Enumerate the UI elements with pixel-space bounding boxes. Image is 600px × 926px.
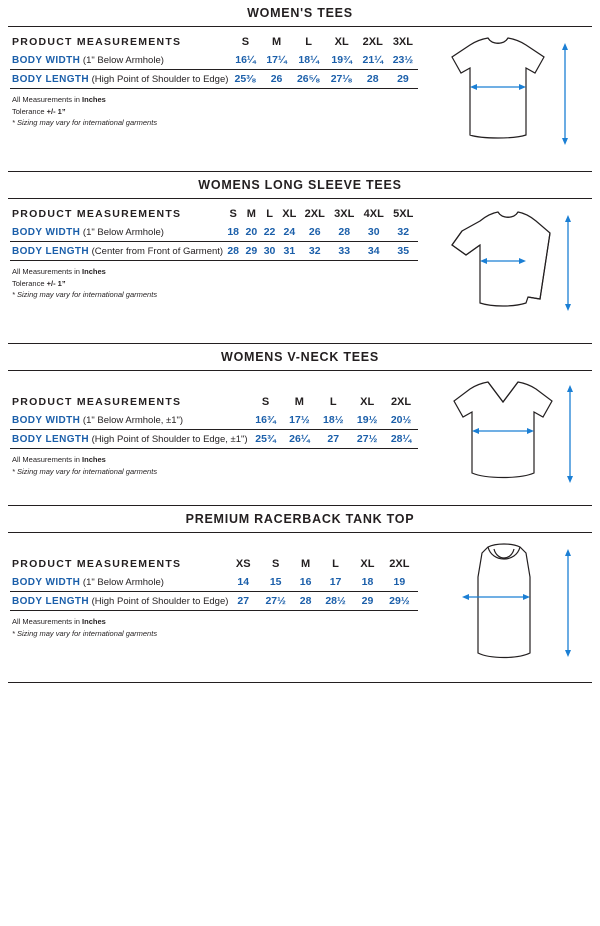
size-header-m: M (246, 208, 256, 220)
row-label-body-width (10, 573, 229, 592)
size-header-s: S (272, 558, 280, 570)
section-womens-long-sleeve-tees (0, 172, 600, 344)
cell-body-width-s: 15 (269, 576, 282, 588)
cell-body-width-m: 17½ (289, 414, 310, 426)
cell-body-width-m: 17¼ (266, 54, 287, 66)
size-table (10, 205, 418, 261)
garment-illustration-tee (418, 27, 600, 171)
cell-body-width-l: 22 (263, 226, 276, 238)
section-title: WOMENS V-NECK TEES (221, 350, 379, 364)
size-header-3xl: 3XL (334, 208, 355, 220)
cell-body-width-5xl: 32 (397, 226, 410, 238)
section-title: WOMEN'S TEES (247, 6, 353, 20)
row-note: (1" Below Armhole) (82, 55, 164, 66)
size-header-l: L (329, 396, 337, 408)
row-label-text: BODY WIDTH (12, 227, 81, 238)
cell-body-width-l: 17 (329, 576, 342, 588)
cell-body-width-s: 16¼ (235, 54, 256, 66)
cell-body-length-3xl: 29 (397, 73, 409, 85)
cell-body-length-4xl: 34 (367, 245, 380, 257)
tee-icon (418, 31, 596, 171)
cell-body-length-m: 28 (299, 595, 312, 607)
cell-body-width-m: 16 (299, 576, 312, 588)
cell-body-width-xl: 19¾ (331, 54, 352, 66)
garment-illustration-long-sleeve (418, 199, 600, 343)
footnote-international: * Sizing may vary for international garments (12, 628, 158, 638)
size-header-2xl: 2XL (390, 396, 412, 408)
row-label-text: BODY LENGTH (12, 246, 89, 257)
product-measurements-header: PRODUCT MEASUREMENTS (12, 208, 182, 220)
cell-body-width-l: 18½ (323, 414, 344, 426)
cell-body-length-l: 30 (263, 245, 276, 257)
size-header-4xl: 4XL (363, 208, 384, 220)
row-label-text: BODY LENGTH (12, 434, 89, 445)
size-header-s: S (229, 208, 237, 220)
cell-body-length-5xl: 35 (397, 245, 410, 257)
cell-body-width-xl: 18 (361, 576, 374, 588)
cell-body-length-m: 29 (245, 245, 258, 257)
garment-illustration-tank (418, 533, 600, 682)
cell-body-width-4xl: 30 (367, 226, 380, 238)
row-label-body-width (10, 223, 224, 242)
measurement-table-tank (0, 533, 418, 639)
section-title: WOMENS LONG SLEEVE TEES (198, 178, 402, 192)
cell-body-length-m: 26¼ (289, 433, 310, 445)
garment-illustration-v-neck (418, 371, 600, 505)
footnotes (10, 89, 418, 129)
cell-body-width-m: 20 (245, 226, 258, 238)
cell-body-width-3xl: 28 (338, 226, 351, 238)
size-header-3xl: 3XL (392, 36, 413, 48)
row-note: (1" Below Armhole) (82, 227, 164, 238)
section-womens-v-neck-tees (0, 344, 600, 506)
table-header-row (10, 393, 418, 411)
table-header-row (10, 205, 418, 223)
size-header-xl: XL (360, 558, 375, 570)
cell-body-length-s: 28 (227, 245, 240, 257)
size-header-m: M (294, 396, 304, 408)
table-header-row (10, 555, 418, 573)
measurement-table-womens-tees (0, 27, 418, 129)
size-header-l: L (305, 36, 312, 48)
footnote-measurements: All Measurements in Inches (12, 95, 106, 104)
row-label-body-width (10, 51, 229, 70)
cell-body-length-l: 27 (327, 433, 340, 445)
row-label-body-width (10, 411, 249, 430)
footnotes (10, 449, 418, 477)
size-header-s: S (241, 36, 250, 48)
size-header-2xl: 2XL (304, 208, 325, 220)
section-title: PREMIUM RACERBACK TANK TOP (185, 512, 415, 526)
table-row (10, 70, 418, 89)
size-table (10, 393, 418, 449)
cell-body-length-2xl: 29½ (389, 595, 410, 607)
row-note: (High Point of Shoulder to Edge, ±1") (91, 434, 248, 445)
cell-body-length-2xl: 28¼ (390, 433, 412, 445)
table-row (10, 430, 418, 449)
footnote-international: * Sizing may vary for international garments (12, 118, 158, 128)
table-row (10, 223, 418, 242)
footnote-international: * Sizing may vary for international garments (12, 290, 158, 300)
footnote-tolerance: Tolerance +/- 1” (12, 106, 66, 116)
cell-body-width-s: 18 (227, 226, 240, 238)
size-table (10, 33, 418, 89)
table-row (10, 573, 418, 592)
long-sleeve-tee-icon (418, 203, 596, 343)
cell-body-length-xl: 31 (283, 245, 296, 257)
size-header-2xl: 2XL (362, 36, 383, 48)
table-row (10, 51, 418, 70)
cell-body-width-s: 16¾ (255, 414, 276, 426)
footnotes (10, 261, 418, 301)
size-header-5xl: 5XL (393, 208, 414, 220)
section-premium-racerback-tank-top (0, 506, 600, 683)
row-note: (1" Below Armhole) (82, 577, 164, 588)
row-label-text: BODY WIDTH (12, 577, 81, 588)
footnote-measurements: All Measurements in Inches (12, 455, 106, 464)
size-header-xs: XS (235, 558, 251, 570)
cell-body-length-m: 26 (270, 73, 283, 85)
row-label-body-length (10, 70, 229, 89)
measurement-table-long-sleeve (0, 199, 418, 301)
size-header-2xl: 2XL (389, 558, 410, 570)
cell-body-width-xl: 19½ (356, 414, 378, 426)
size-table (10, 555, 418, 611)
racerback-tank-icon (418, 537, 596, 682)
product-measurements-header: PRODUCT MEASUREMENTS (12, 558, 182, 570)
cell-body-width-xs: 14 (237, 576, 250, 588)
row-note: (Center from Front of Garment) (91, 246, 224, 257)
cell-body-length-2xl: 28 (366, 73, 379, 85)
row-label-body-length (10, 430, 249, 449)
cell-body-width-2xl: 26 (308, 226, 321, 238)
footnote-tolerance: Tolerance +/- 1” (12, 278, 66, 288)
cell-body-length-s: 27½ (265, 595, 286, 607)
cell-body-width-2xl: 21¼ (362, 54, 383, 66)
cell-body-width-xl: 24 (283, 226, 296, 238)
size-header-l: L (332, 558, 339, 570)
product-measurements-header: PRODUCT MEASUREMENTS (12, 396, 182, 408)
divider (8, 682, 592, 683)
table-row (10, 592, 418, 611)
product-measurements-header: PRODUCT MEASUREMENTS (12, 36, 182, 48)
section-womens-tees (0, 0, 600, 172)
footnote-measurements: All Measurements in Inches (12, 267, 106, 276)
size-header-l: L (266, 208, 273, 220)
cell-body-length-2xl: 32 (308, 245, 321, 257)
footnote-measurements: All Measurements in Inches (12, 617, 106, 626)
size-header-s: S (261, 396, 270, 408)
size-header-xl: XL (282, 208, 297, 220)
row-label-text: BODY LENGTH (12, 596, 89, 607)
cell-body-length-xl: 27¹⁄₈ (330, 73, 353, 85)
cell-body-length-3xl: 33 (338, 245, 351, 257)
cell-body-width-2xl: 20½ (390, 414, 412, 426)
table-header-row (10, 33, 418, 51)
cell-body-width-3xl: 23½ (392, 54, 414, 66)
table-row (10, 411, 418, 430)
row-label-text: BODY LENGTH (12, 74, 89, 85)
cell-body-width-2xl: 19 (393, 576, 406, 588)
measurement-table-v-neck (0, 371, 418, 477)
v-neck-tee-icon (418, 375, 596, 505)
row-note: (High Point of Shoulder to Edge) (91, 596, 229, 607)
row-note: (High Point of Shoulder to Edge) (91, 74, 229, 85)
size-header-xl: XL (334, 36, 349, 48)
cell-body-length-s: 25³⁄₈ (234, 73, 257, 85)
cell-body-length-xl: 29 (361, 595, 374, 607)
footnote-international: * Sizing may vary for international garments (12, 466, 158, 476)
cell-body-length-xs: 27 (237, 595, 250, 607)
cell-body-length-xl: 27½ (356, 433, 378, 445)
size-header-m: M (271, 36, 282, 48)
row-label-body-length (10, 242, 224, 261)
row-label-text: BODY WIDTH (12, 415, 81, 426)
cell-body-width-l: 18¼ (298, 54, 319, 66)
cell-body-length-l: 28½ (325, 595, 346, 607)
footnotes (10, 611, 418, 639)
table-row (10, 242, 418, 261)
row-label-body-length (10, 592, 229, 611)
size-header-xl: XL (360, 396, 375, 408)
size-header-m: M (301, 558, 311, 570)
row-label-text: BODY WIDTH (12, 55, 81, 66)
cell-body-length-l: 26⁵⁄₈ (296, 73, 321, 85)
row-note: (1" Below Armhole, ±1") (82, 415, 184, 426)
cell-body-length-s: 25¾ (255, 433, 276, 445)
